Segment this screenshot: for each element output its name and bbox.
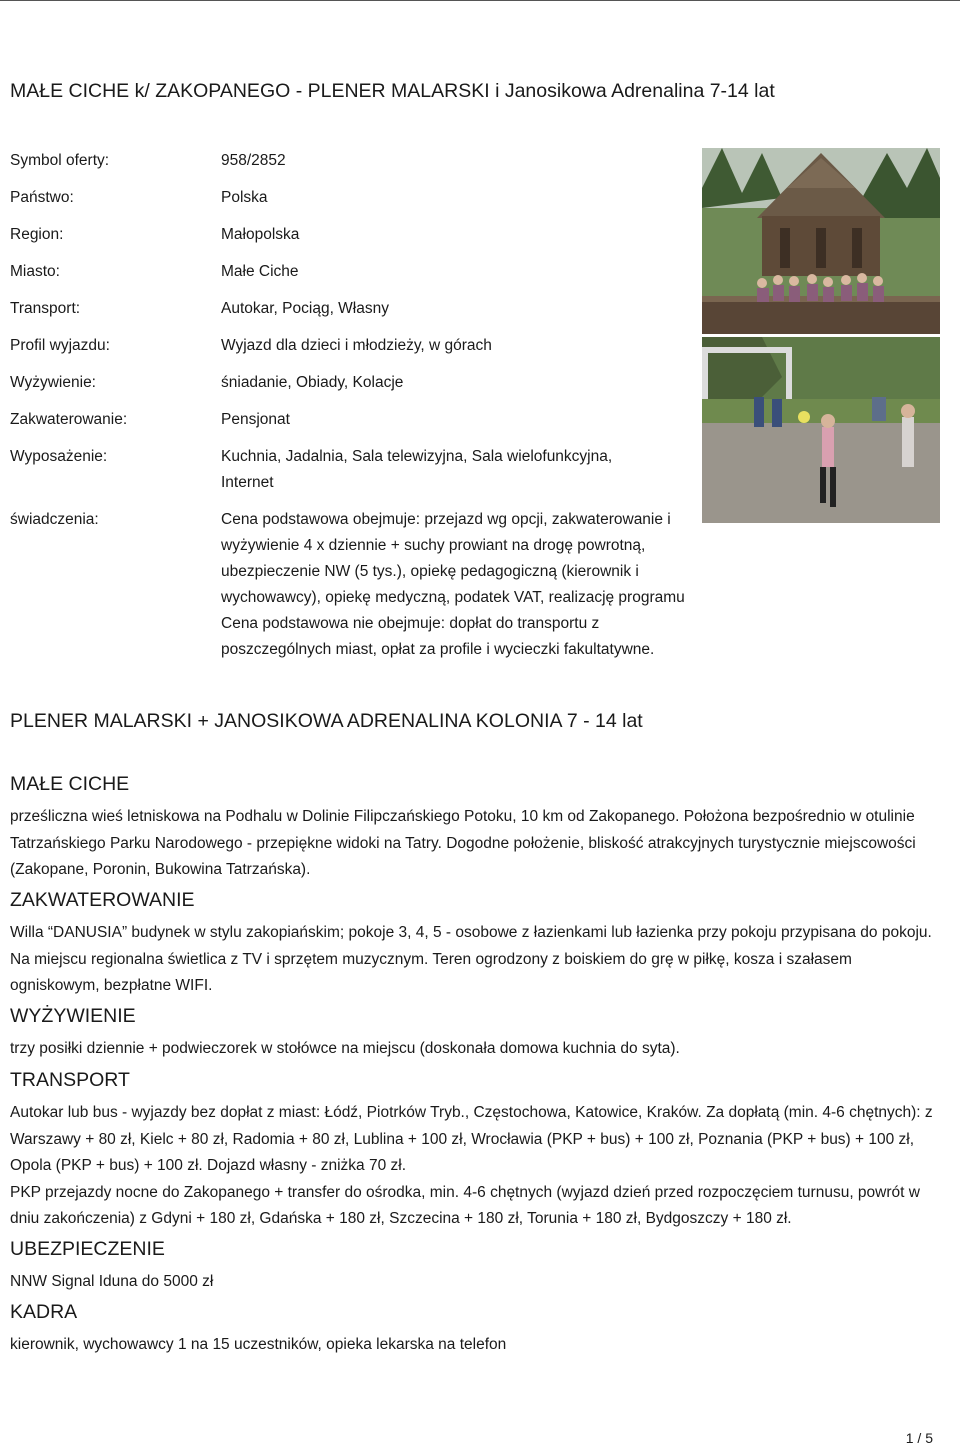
info-row-accommodation — [10, 407, 695, 444]
chapel-group-photo — [702, 148, 940, 334]
info-row-city — [10, 259, 695, 296]
section-text-male-ciche: prześliczna wieś letniskowa na Podhalu w Dolinie Filipczańskiego Potoku, 10 km od Zakopanego. Położona bezpośrednio w otulinie Tatrzańskiego Parku Narodowego - przepiękne widoki na Tatry. Dogodne położenie, bliskość atrakcyjnych turystycznie miejscowości (Zakopane, Poronin, Bukowina Tatrzańska). — [10, 808, 916, 878]
info-value: śniadanie, Obiady, Kolacje — [221, 374, 404, 391]
info-value: Pensjonat — [221, 411, 290, 428]
info-row-meals — [10, 370, 695, 407]
section-heading-transport: TRANSPORT — [10, 1069, 130, 1091]
info-label: świadczenia: — [10, 511, 99, 528]
info-label: Państwo: — [10, 189, 74, 206]
page-top-rule — [0, 0, 960, 1]
info-row-country — [10, 185, 695, 222]
section-heading-insurance: UBEZPIECZENIE — [10, 1238, 165, 1260]
info-value: Autokar, Pociąg, Własny — [221, 300, 389, 317]
section-text-staff: kierownik, wychowawcy 1 na 15 uczestników, opieka lekarska na telefon — [10, 1336, 507, 1353]
info-row-region — [10, 222, 695, 259]
info-value: Małopolska — [221, 226, 300, 243]
info-label: Profil wyjazdu: — [10, 337, 110, 354]
info-label: Wyżywienie: — [10, 374, 96, 391]
section-heading-meals: WYŻYWIENIE — [10, 1005, 136, 1027]
info-label: Region: — [10, 226, 64, 243]
info-label: Symbol oferty: — [10, 152, 110, 169]
page-number: 1 / 5 — [905, 1430, 933, 1446]
section-text-accommodation: Willa “DANUSIA” budynek w stylu zakopiańskim; pokoje 3, 4, 5 - osobowe z łazienkami lub łazienka przy pokoju przypisana do pokoju. Na miejscu regionalna świetlica z TV i sprzętem muzycznym. Teren ogrodzony z boiskiem do grę w piłkę, kosza i szałasem ogniskowym, bezpłatne WIFI. — [10, 924, 932, 994]
section-text-insurance: NNW Signal Iduna do 5000 zł — [10, 1273, 214, 1290]
playground-photo — [702, 337, 940, 523]
info-value: Wyjazd dla dzieci i młodzieży, w górach — [221, 337, 492, 354]
info-label: Miasto: — [10, 263, 60, 280]
section-text-transport: Autokar lub bus - wyjazdy bez dopłat z miast: Łódź, Piotrków Tryb., Częstochowa, Katowice, Kraków. Za dopłatą (min. 4-6 chętnych): z Warszawy + 80 zł, Kielc + 80 zł, Radomia + 80 zł, Lublina + 100 zł, Wrocławia (PKP + bus) + 100 zł, Poznania (PKP + bus) + 100 zł, Opola (PKP + bus) + 100 zł. Dojazd własny - zniżka 70 zł. PKP przejazdy nocne do Zakopanego + transfer do ośrodka, min. 4-6 chętnych (wyjazd dzień przed rozpoczęciem turnusu, powrót w dniu zakończenia) z Gdyni + 180 zł, Gdańska + 180 zł, Szczecina + 180 zł, Torunia + 180 zł, Bydgoszczy + 180 zł. — [10, 1104, 933, 1227]
section-text-meals: trzy posiłki dziennie + podwieczorek w stołówce na miejscu (doskonała domowa kuchnia do syta). — [10, 1040, 680, 1057]
info-row-services — [10, 507, 695, 663]
info-label: Zakwaterowanie: — [10, 411, 128, 428]
info-row-transport — [10, 296, 695, 333]
info-value: Cena podstawowa obejmuje: przejazd wg opcji, zakwaterowanie i wyżywienie 4 x dziennie + suchy prowiant na drogę powrotną, ubezpieczenie NW (5 tys.), opiekę pedagogiczną (kierownik i wychowawcy), opiekę medyczną, podatek VAT, realizację programu Cena podstawowa nie obejmuje: dopłat do transportu z poszczególnych miast, opłat za profile i wycieczki fakultatywne. — [221, 511, 685, 658]
info-value: Kuchnia, Jadalnia, Sala telewizyjna, Sala wielofunkcyjna, Internet — [221, 448, 613, 491]
section-heading-staff: KADRA — [10, 1301, 78, 1323]
section-heading-male-ciche: MAŁE CICHE — [10, 773, 130, 795]
section-heading-accommodation: ZAKWATEROWANIE — [10, 889, 195, 911]
offer-info-table — [10, 148, 695, 663]
info-label: Wyposażenie: — [10, 448, 108, 465]
info-value: Polska — [221, 189, 268, 206]
offer-photos — [702, 148, 940, 523]
info-label: Transport: — [10, 300, 81, 317]
info-row-equipment — [10, 444, 695, 507]
info-value: 958/2852 — [221, 152, 286, 169]
info-value: Małe Ciche — [221, 263, 299, 280]
page-title: MAŁE CICHE k/ ZAKOPANEGO - PLENER MALARSKI i Janosikowa Adrenalina 7-14 lat — [10, 80, 775, 102]
info-row-symbol — [10, 148, 695, 185]
main-heading: PLENER MALARSKI + JANOSIKOWA ADRENALINA KOLONIA 7 - 14 lat — [10, 710, 643, 732]
info-row-profile — [10, 333, 695, 370]
